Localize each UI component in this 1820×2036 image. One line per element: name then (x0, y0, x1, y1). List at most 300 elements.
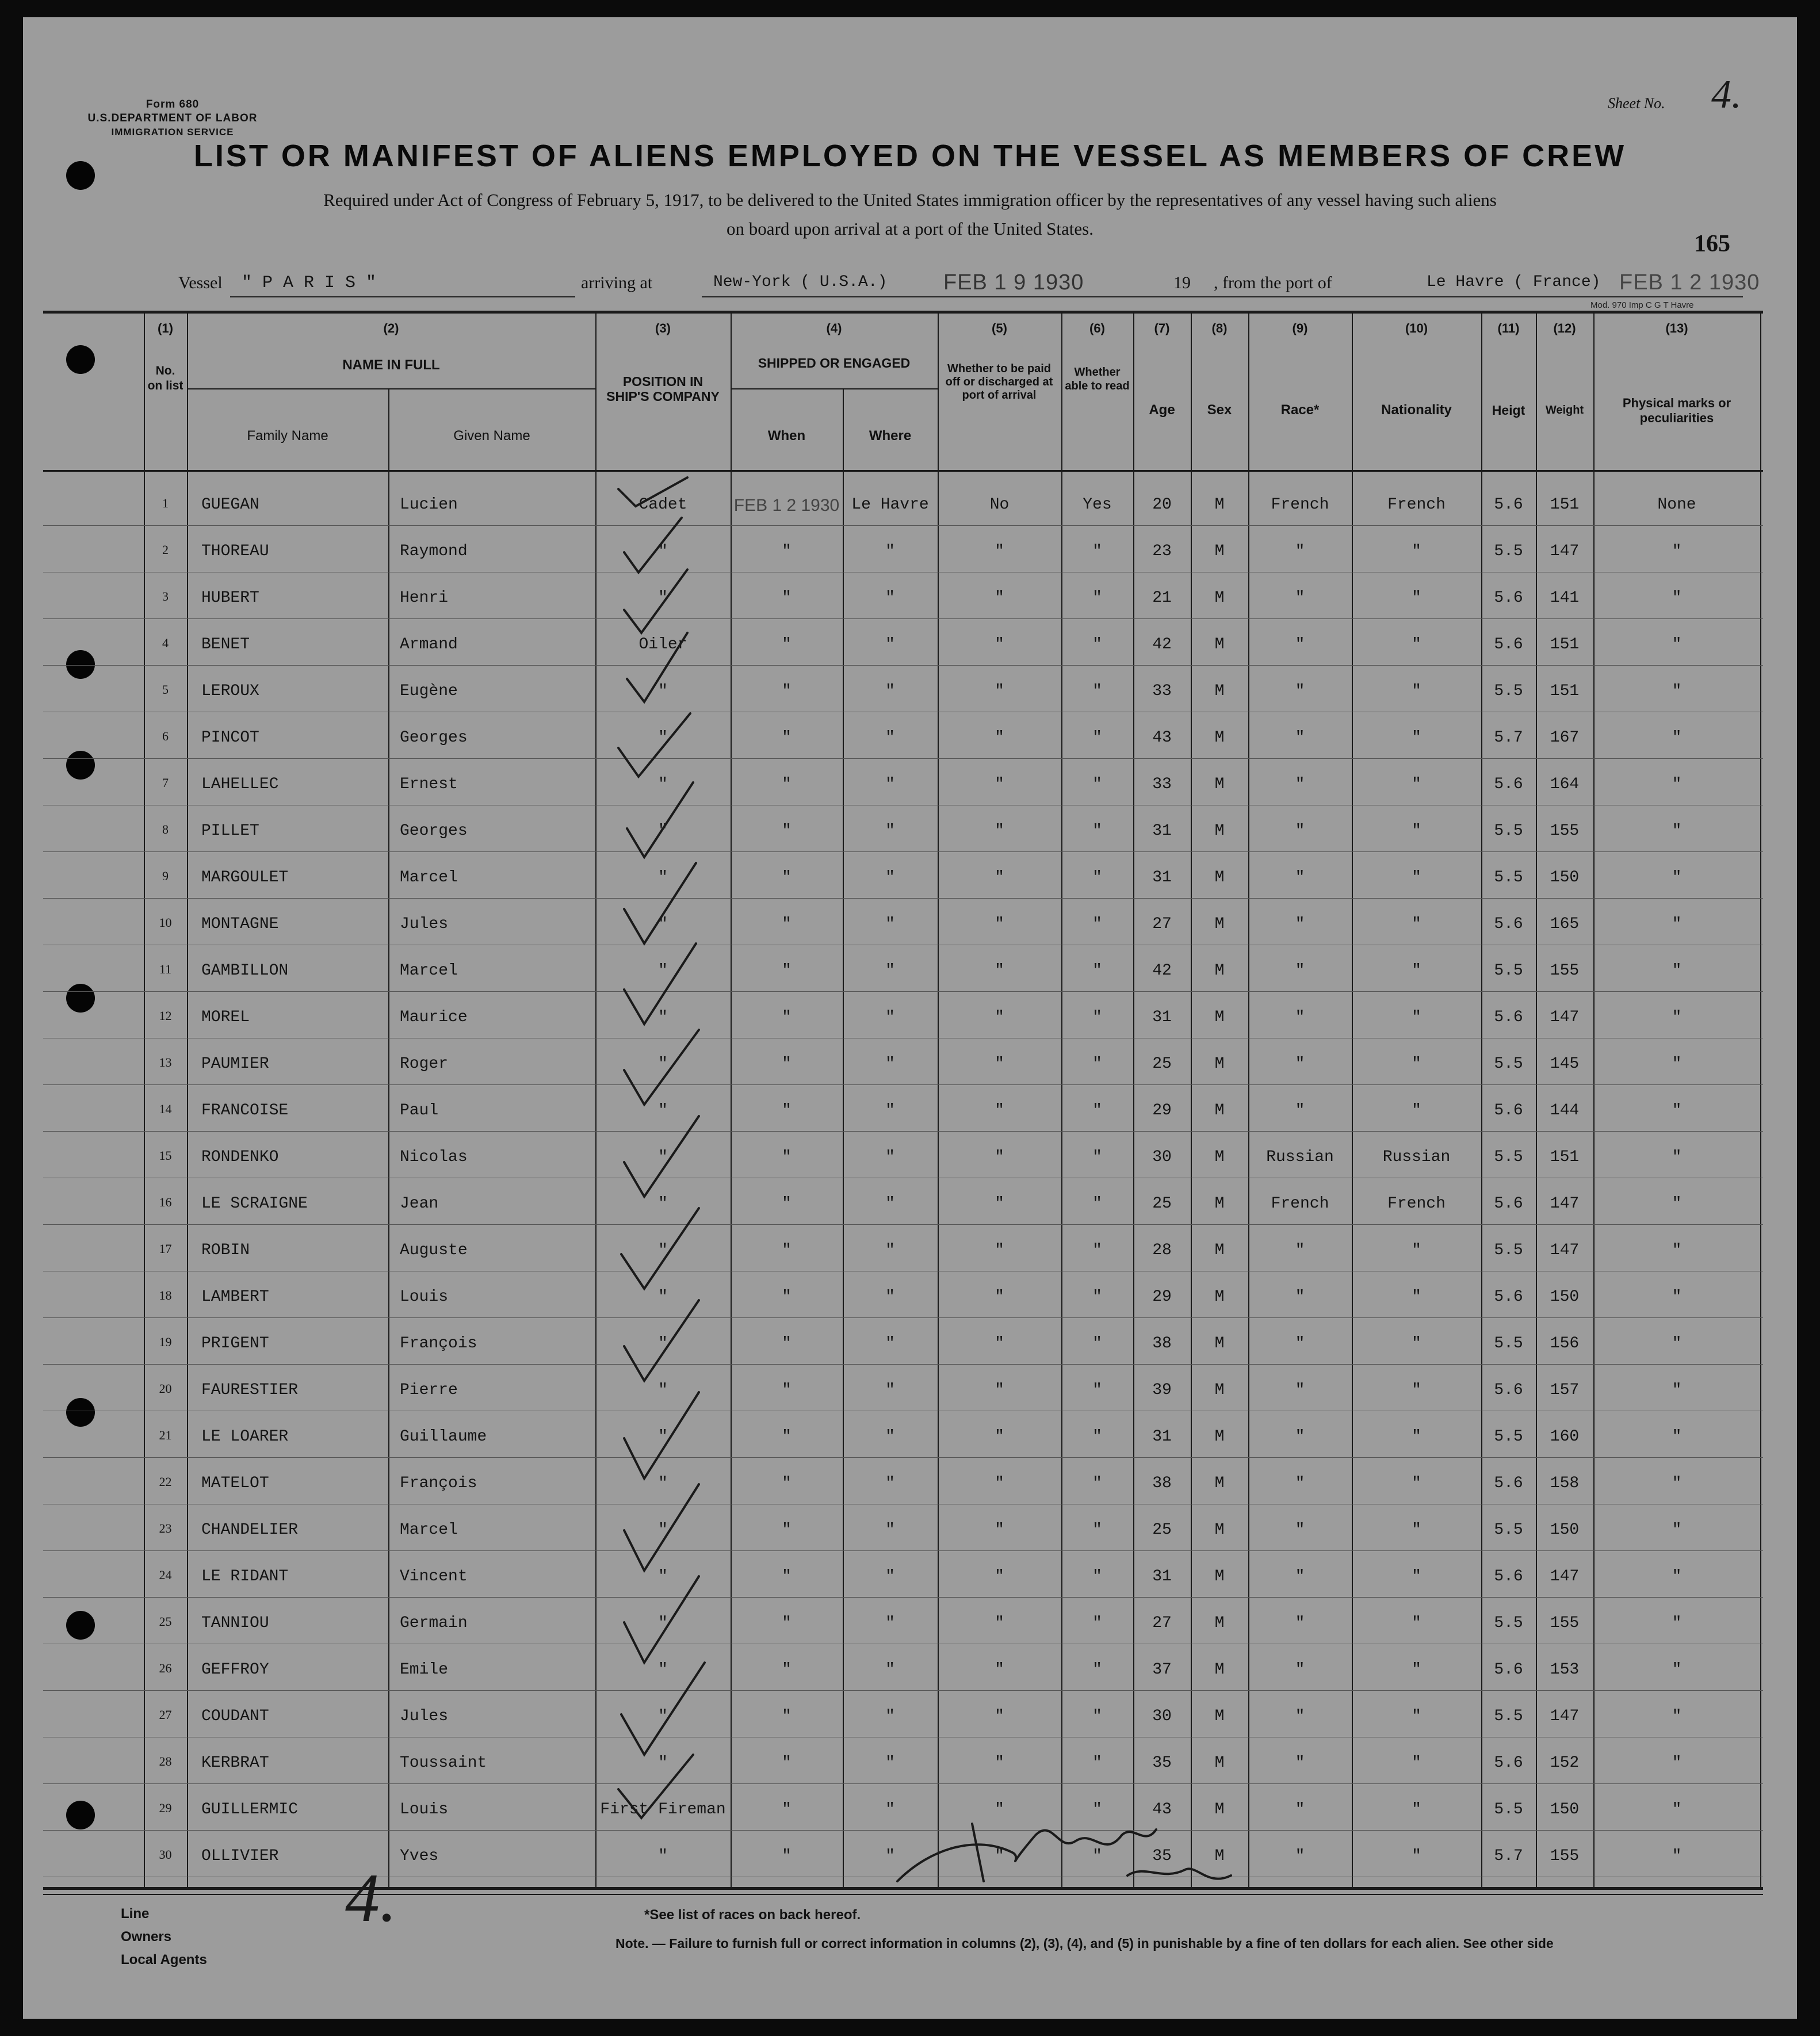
shipped-when-cell: " (782, 543, 792, 560)
nationality-cell: French (1387, 496, 1446, 514)
paid-off-cell: " (995, 1847, 1004, 1865)
physical-marks-cell: " (1672, 1847, 1682, 1865)
nationality-cell: " (1412, 1428, 1421, 1446)
family-name-cell: OLLIVIER (201, 1847, 279, 1865)
race-cell: " (1295, 729, 1305, 747)
able-to-read-cell: " (1092, 636, 1102, 654)
port-underline (702, 296, 1743, 297)
position-cell: " (658, 1428, 668, 1446)
paid-off-cell: " (995, 682, 1004, 700)
row-number-cell: 2 (162, 543, 169, 557)
department-name: U.S.DEPARTMENT OF LABOR (87, 112, 258, 124)
race-cell: " (1295, 1242, 1305, 1259)
sex-cell: M (1214, 776, 1225, 793)
age-cell: 43 (1152, 1801, 1172, 1819)
physical-marks-cell: None (1657, 496, 1696, 514)
age-cell: 30 (1152, 1148, 1172, 1166)
given-name-cell: Guillaume (400, 1428, 487, 1446)
row-number-cell: 29 (159, 1801, 172, 1815)
weight-cell: 150 (1550, 1521, 1580, 1539)
col6-header: Whether able to read (1065, 366, 1130, 392)
vessel-label: Vessel (178, 273, 223, 292)
weight-cell: 147 (1550, 1708, 1580, 1725)
row-number-cell: 17 (159, 1242, 172, 1256)
race-cell: " (1295, 1381, 1305, 1399)
page-title: LIST OR MANIFEST OF ALIENS EMPLOYED ON THE VESSEL AS MEMBERS OF CREW (193, 139, 1627, 173)
col10-number: (10) (1405, 321, 1428, 335)
shipped-when-cell: " (782, 1335, 792, 1353)
given-name-cell: Raymond (400, 543, 468, 560)
family-name-cell: GAMBILLON (201, 962, 289, 980)
printer-note: Mod. 970 Imp C G T Havre (1590, 300, 1694, 310)
col12-header: Weight (1545, 404, 1584, 417)
sex-cell: M (1214, 1801, 1225, 1819)
family-name-cell: LE LOARER (201, 1428, 289, 1446)
family-name-cell: MARGOULET (201, 869, 289, 887)
row-number-cell: 12 (159, 1009, 172, 1023)
able-to-read-cell: " (1092, 1847, 1102, 1865)
shipped-when-cell: " (782, 636, 792, 654)
penalty-note: Note. — Failure to furnish full or correct information in columns (2), (3), (4), and (5) in punishable by a fine of ten dollars for each alien. See other side (615, 1936, 1554, 1951)
given-name-cell: Georges (400, 822, 468, 840)
row-number-cell: 10 (159, 915, 172, 930)
shipped-when-cell: " (782, 1801, 792, 1819)
nationality-cell: French (1387, 1195, 1446, 1213)
arrival-port: New-York ( U.S.A.) (713, 273, 888, 291)
shipped-when-cell: " (782, 1568, 792, 1586)
family-name-cell: FAURESTIER (201, 1381, 299, 1399)
weight-cell: 164 (1550, 776, 1580, 793)
race-cell: " (1295, 915, 1305, 933)
nationality-cell: " (1412, 776, 1421, 793)
weight-cell: 155 (1550, 1847, 1580, 1865)
shipped-where-cell: " (885, 1568, 895, 1586)
col4-header: SHIPPED OR ENGAGED (758, 356, 911, 370)
paid-off-cell: " (995, 1521, 1004, 1539)
position-cell: " (658, 729, 668, 747)
weight-cell: 158 (1550, 1475, 1580, 1492)
subtitle-line-1: Required under Act of Congress of February 5, 1917, to be delivered to the United States immigration officer by the representatives of any vessel having such aliens (323, 190, 1497, 210)
paid-off-cell: " (995, 1428, 1004, 1446)
able-to-read-cell: " (1092, 1102, 1102, 1120)
owners-label: Owners (121, 1929, 172, 1945)
weight-cell: 155 (1550, 1614, 1580, 1632)
height-cell: 5.5 (1494, 1335, 1523, 1353)
col9-number: (9) (1292, 321, 1308, 335)
position-cell: " (658, 682, 668, 700)
able-to-read-cell: " (1092, 1055, 1102, 1073)
shipped-when-cell: " (782, 1055, 792, 1073)
shipped-where-cell: " (885, 1242, 895, 1259)
shipped-when-cell: " (782, 1148, 792, 1166)
physical-marks-cell: " (1672, 776, 1682, 793)
able-to-read-cell: Yes (1083, 496, 1112, 514)
paid-off-cell: " (995, 1102, 1004, 1120)
physical-marks-cell: " (1672, 1288, 1682, 1306)
shipped-when-cell: " (782, 1195, 792, 1213)
shipped-when-cell: " (782, 589, 792, 607)
age-cell: 31 (1152, 869, 1172, 887)
given-name-cell: François (400, 1475, 477, 1492)
able-to-read-cell: " (1092, 589, 1102, 607)
age-cell: 35 (1152, 1754, 1172, 1772)
height-cell: 5.6 (1494, 1288, 1523, 1306)
row-number-cell: 16 (159, 1195, 172, 1209)
height-cell: 5.5 (1494, 1055, 1523, 1073)
sex-cell: M (1214, 543, 1225, 560)
shipped-where-cell: " (885, 1521, 895, 1539)
age-cell: 25 (1152, 1521, 1172, 1539)
paid-off-cell: " (995, 776, 1004, 793)
row-number-cell: 21 (159, 1428, 172, 1442)
nationality-cell: " (1412, 1055, 1421, 1073)
sex-cell: M (1214, 1428, 1225, 1446)
shipped-when-cell: " (782, 1614, 792, 1632)
family-name-cell: BENET (201, 636, 250, 654)
weight-cell: 156 (1550, 1335, 1580, 1353)
shipped-where-cell: " (885, 682, 895, 700)
position-cell: First Fireman (600, 1801, 726, 1819)
position-cell: " (658, 1614, 668, 1632)
given-name-cell: Marcel (400, 1521, 458, 1539)
shipped-where-cell: " (885, 1754, 895, 1772)
height-cell: 5.5 (1494, 1242, 1523, 1259)
weight-cell: 150 (1550, 1801, 1580, 1819)
position-cell: " (658, 1847, 668, 1865)
family-name-cell: RONDENKO (201, 1148, 279, 1166)
family-name-cell: LAHELLEC (201, 776, 279, 793)
shipped-where-cell: " (885, 1381, 895, 1399)
paid-off-cell: " (995, 1801, 1004, 1819)
given-name-cell: Jules (400, 915, 449, 933)
shipped-when-cell: " (782, 1708, 792, 1725)
position-cell: Oiler (638, 636, 687, 654)
paid-off-cell: " (995, 543, 1004, 560)
race-cell: " (1295, 1521, 1305, 1539)
age-cell: 25 (1152, 1055, 1172, 1073)
given-name-cell: Jean (400, 1195, 439, 1213)
shipped-where-cell: " (885, 1195, 895, 1213)
height-cell: 5.6 (1494, 1009, 1523, 1026)
col10-header: Nationality (1381, 402, 1452, 418)
inspector-signature (886, 1801, 1288, 1904)
able-to-read-cell: " (1092, 1661, 1102, 1679)
shipped-when-cell: " (782, 1847, 792, 1865)
able-to-read-cell: " (1092, 1148, 1102, 1166)
age-cell: 23 (1152, 543, 1172, 560)
paid-off-cell: " (995, 822, 1004, 840)
age-cell: 43 (1152, 729, 1172, 747)
height-cell: 5.6 (1494, 1475, 1523, 1492)
able-to-read-cell: " (1092, 1568, 1102, 1586)
race-cell: French (1271, 1195, 1329, 1213)
vessel-underline (230, 296, 575, 297)
race-cell: " (1295, 682, 1305, 700)
row-number-cell: 23 (159, 1521, 172, 1535)
manifest-sheet (23, 17, 1797, 2019)
row-number-cell: 20 (159, 1381, 172, 1396)
nationality-cell: " (1412, 1847, 1421, 1865)
able-to-read-cell: " (1092, 1614, 1102, 1632)
departure-port: Le Havre ( France) (1427, 273, 1601, 291)
row-number-cell: 27 (159, 1708, 172, 1722)
shipped-when-cell: FEB 1 2 1930 (733, 496, 840, 515)
weight-cell: 150 (1550, 1288, 1580, 1306)
able-to-read-cell: " (1092, 1754, 1102, 1772)
col1-header: No. on list (147, 364, 183, 392)
paid-off-cell: " (995, 589, 1004, 607)
paid-off-cell: " (995, 1381, 1004, 1399)
able-to-read-cell: " (1092, 869, 1102, 887)
nationality-cell: Russian (1382, 1148, 1451, 1166)
nationality-cell: " (1412, 1661, 1421, 1679)
age-cell: 38 (1152, 1475, 1172, 1492)
height-cell: 5.6 (1494, 636, 1523, 654)
col6-number: (6) (1089, 321, 1105, 335)
position-cell: " (658, 1055, 668, 1073)
physical-marks-cell: " (1672, 543, 1682, 560)
races-footnote: *See list of races on back hereof. (644, 1907, 861, 1923)
height-cell: 5.6 (1494, 496, 1523, 514)
race-cell: " (1295, 1428, 1305, 1446)
family-name-cell: PRIGENT (201, 1335, 269, 1353)
page-number: 165 (1694, 231, 1730, 257)
family-name-cell: FRANCOISE (201, 1102, 289, 1120)
family-name-cell: PINCOT (201, 729, 259, 747)
physical-marks-cell: " (1672, 915, 1682, 933)
departure-date-stamp: FEB 1 2 1930 (1619, 270, 1760, 295)
physical-marks-cell: " (1672, 1242, 1682, 1259)
col9-header: Race* (1280, 402, 1320, 418)
paid-off-cell: No (989, 496, 1010, 514)
sex-cell: M (1214, 496, 1225, 514)
col5-number: (5) (992, 321, 1007, 335)
age-cell: 29 (1152, 1102, 1172, 1120)
able-to-read-cell: " (1092, 682, 1102, 700)
race-cell: " (1295, 869, 1305, 887)
family-name-cell: COUDANT (201, 1708, 269, 1725)
nationality-cell: " (1412, 1102, 1421, 1120)
race-cell: " (1295, 1288, 1305, 1306)
weight-cell: 152 (1550, 1754, 1580, 1772)
given-name-cell: Marcel (400, 869, 458, 887)
physical-marks-cell: " (1672, 589, 1682, 607)
paid-off-cell: " (995, 1661, 1004, 1679)
given-name-cell: François (400, 1335, 477, 1353)
race-cell: " (1295, 1847, 1305, 1865)
race-cell: Russian (1266, 1148, 1334, 1166)
family-name-cell: MONTAGNE (201, 915, 279, 933)
row-number-cell: 3 (162, 589, 169, 603)
race-cell: " (1295, 1801, 1305, 1819)
sex-cell: M (1214, 1055, 1225, 1073)
shipped-when-cell: " (782, 1754, 792, 1772)
shipped-where-cell: " (885, 1335, 895, 1353)
handwritten-sheet-mark: 4. (345, 1859, 397, 1936)
able-to-read-cell: " (1092, 543, 1102, 560)
given-name-cell: Pierre (400, 1381, 458, 1399)
local-agents-label: Local Agents (121, 1952, 207, 1968)
position-cell: Cadet (638, 496, 687, 514)
row-number-cell: 13 (159, 1055, 172, 1069)
sheet-number: 4. (1711, 72, 1742, 117)
race-cell: " (1295, 1102, 1305, 1120)
shipped-where-cell: " (885, 915, 895, 933)
height-cell: 5.6 (1494, 589, 1523, 607)
height-cell: 5.6 (1494, 776, 1523, 793)
weight-cell: 151 (1550, 496, 1580, 514)
paid-off-cell: " (995, 1475, 1004, 1492)
col4-number: (4) (826, 321, 842, 335)
sex-cell: M (1214, 1242, 1225, 1259)
able-to-read-cell: " (1092, 1475, 1102, 1492)
nationality-cell: " (1412, 1754, 1421, 1772)
col5-header: Whether to be paid off or discharged at port of arrival (945, 362, 1053, 402)
height-cell: 5.5 (1494, 543, 1523, 560)
physical-marks-cell: " (1672, 962, 1682, 980)
given-name-cell: Germain (400, 1614, 468, 1632)
col3-header: POSITION IN SHIP'S COMPANY (606, 374, 720, 404)
family-name-cell: LAMBERT (201, 1288, 269, 1306)
from-port-label: , from the port of (1214, 273, 1332, 292)
position-cell: " (658, 1242, 668, 1259)
weight-cell: 141 (1550, 589, 1580, 607)
shipped-where-cell: " (885, 636, 895, 654)
physical-marks-cell: " (1672, 1055, 1682, 1073)
shipped-when-cell: " (782, 1661, 792, 1679)
shipped-when-cell: " (782, 1288, 792, 1306)
service-name: IMMIGRATION SERVICE (111, 127, 234, 137)
shipped-where-cell: " (885, 1661, 895, 1679)
race-cell: " (1295, 1708, 1305, 1725)
position-cell: " (658, 1754, 668, 1772)
position-cell: " (658, 1568, 668, 1586)
family-name-cell: GUILLERMIC (201, 1801, 299, 1819)
row-number-cell: 30 (159, 1847, 172, 1862)
height-cell: 5.7 (1494, 1847, 1523, 1865)
shipped-where-cell: " (885, 1148, 895, 1166)
given-name-cell: Yves (400, 1847, 439, 1865)
shipped-where-cell: " (885, 1708, 895, 1725)
able-to-read-cell: " (1092, 1335, 1102, 1353)
family-name-cell: HUBERT (201, 589, 259, 607)
race-cell: " (1295, 636, 1305, 654)
physical-marks-cell: " (1672, 1754, 1682, 1772)
physical-marks-cell: " (1672, 1009, 1682, 1026)
given-name-cell: Vincent (400, 1568, 468, 1586)
age-cell: 42 (1152, 636, 1172, 654)
row-number-cell: 28 (159, 1754, 172, 1768)
physical-marks-cell: " (1672, 729, 1682, 747)
shipped-when-cell: " (782, 822, 792, 840)
shipped-where-cell: " (885, 1288, 895, 1306)
nationality-cell: " (1412, 682, 1421, 700)
shipped-where-cell: " (885, 1614, 895, 1632)
weight-cell: 155 (1550, 962, 1580, 980)
nationality-cell: " (1412, 1242, 1421, 1259)
col13-header: Physical marks or peculiarities (1622, 396, 1731, 425)
crew-table (43, 311, 1763, 1893)
physical-marks-cell: " (1672, 682, 1682, 700)
able-to-read-cell: " (1092, 822, 1102, 840)
col2-header: NAME IN FULL (342, 357, 440, 373)
position-cell: " (658, 543, 668, 560)
given-name-cell: Toussaint (400, 1754, 487, 1772)
height-cell: 5.5 (1494, 1428, 1523, 1446)
shipped-where-cell: " (885, 822, 895, 840)
weight-cell: 157 (1550, 1381, 1580, 1399)
shipped-when-cell: " (782, 1521, 792, 1539)
paid-off-cell: " (995, 1195, 1004, 1213)
race-cell: " (1295, 1055, 1305, 1073)
race-cell: " (1295, 1009, 1305, 1026)
shipped-where-cell: " (885, 729, 895, 747)
height-cell: 5.5 (1494, 1708, 1523, 1725)
paid-off-cell: " (995, 1614, 1004, 1632)
col4a-header: When (767, 428, 806, 444)
col3-number: (3) (655, 321, 671, 335)
sex-cell: M (1214, 822, 1225, 840)
paid-off-cell: " (995, 1288, 1004, 1306)
family-name-cell: LEROUX (201, 682, 259, 700)
row-number-cell: 7 (162, 776, 169, 790)
sheet-number-label: Sheet No. (1608, 95, 1665, 112)
sex-cell: M (1214, 1568, 1225, 1586)
weight-cell: 151 (1550, 1148, 1580, 1166)
family-name-cell: GUEGAN (201, 496, 259, 514)
height-cell: 5.6 (1494, 915, 1523, 933)
sex-cell: M (1214, 1614, 1225, 1632)
height-cell: 5.6 (1494, 1381, 1523, 1399)
nationality-cell: " (1412, 869, 1421, 887)
shipped-where-cell: " (885, 1847, 895, 1865)
physical-marks-cell: " (1672, 1335, 1682, 1353)
given-name-cell: Georges (400, 729, 468, 747)
shipped-where-cell: " (885, 589, 895, 607)
position-cell: " (658, 1708, 668, 1725)
sex-cell: M (1214, 729, 1225, 747)
physical-marks-cell: " (1672, 869, 1682, 887)
position-cell: " (658, 776, 668, 793)
physical-marks-cell: " (1672, 1475, 1682, 1492)
nationality-cell: " (1412, 1288, 1421, 1306)
position-cell: " (658, 1335, 668, 1353)
given-name-cell: Ernest (400, 776, 458, 793)
race-cell: " (1295, 1661, 1305, 1679)
position-cell: " (658, 1475, 668, 1492)
col12-number: (12) (1553, 321, 1576, 335)
height-cell: 5.6 (1494, 1568, 1523, 1586)
nationality-cell: " (1412, 1381, 1421, 1399)
physical-marks-cell: " (1672, 1521, 1682, 1539)
age-cell: 37 (1152, 1661, 1172, 1679)
age-cell: 31 (1152, 1428, 1172, 1446)
height-cell: 5.5 (1494, 1801, 1523, 1819)
height-cell: 5.6 (1494, 1661, 1523, 1679)
able-to-read-cell: " (1092, 1009, 1102, 1026)
col11-header: Heigt (1492, 403, 1525, 418)
family-name-cell: TANNIOU (201, 1614, 269, 1632)
position-cell: " (658, 1148, 668, 1166)
form-number: Form 680 (146, 98, 200, 110)
nationality-cell: " (1412, 543, 1421, 560)
shipped-when-cell: " (782, 1475, 792, 1492)
sex-cell: M (1214, 1009, 1225, 1026)
age-cell: 33 (1152, 682, 1172, 700)
year-label: 19 (1173, 273, 1191, 292)
nationality-cell: " (1412, 636, 1421, 654)
sex-cell: M (1214, 915, 1225, 933)
